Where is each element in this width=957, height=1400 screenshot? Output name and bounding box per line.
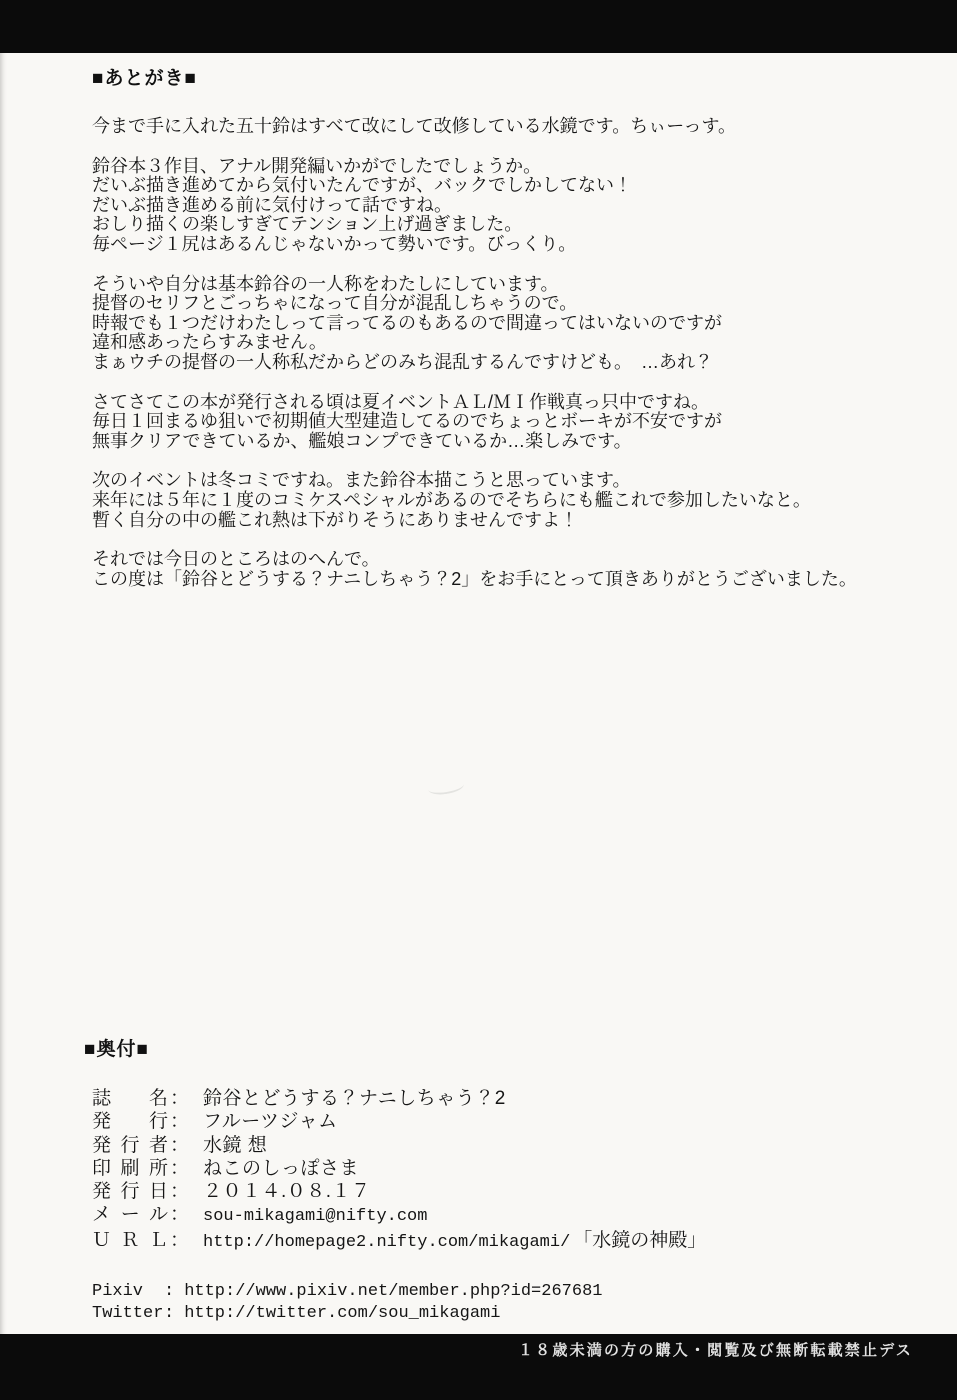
colophon-value: 水鏡 想: [203, 1134, 268, 1156]
afterword-paragraph: [92, 550, 932, 589]
afterword-paragraph: [92, 157, 932, 255]
afterword-paragraph: [92, 471, 932, 530]
colophon-separator: ：: [170, 1229, 190, 1251]
colophon-value: ２０１４.０８.１７: [203, 1181, 371, 1203]
colophon-url-value: http://homepage2.nifty.com/mikagami/: [203, 1232, 571, 1252]
colophon-label: ＵＲＬ: [92, 1229, 168, 1251]
colophon-label: 誌 名: [92, 1088, 168, 1109]
afterword-line: おしり描くの楽しすぎてテンション上げ過ぎました。: [92, 214, 523, 235]
colophon-separator: ：: [170, 1157, 190, 1179]
afterword-line: 鈴谷本３作目、アナル開発編いかがでしたでしょうか。: [92, 155, 542, 176]
afterword-paragraph: [92, 117, 932, 137]
afterword-line: だいぶ描き進める前に気付けって話ですね。: [92, 194, 452, 215]
colophon-value: ねこのしっぽさま: [203, 1157, 360, 1179]
colophon-label: 発行日: [92, 1181, 168, 1203]
colophon-site-name: 「水鏡の神殿」: [573, 1229, 707, 1251]
colophon-section: [84, 1034, 924, 1325]
colophon-label: 印刷所: [92, 1157, 168, 1179]
colophon-row-printer: [92, 1157, 924, 1180]
colophon-row-url: [92, 1229, 924, 1254]
afterword-paragraph: [92, 275, 932, 373]
colophon-separator: ：: [170, 1204, 190, 1226]
afterword-line: そういや自分は基本鈴谷の一人称をわたしにしています。: [92, 273, 559, 294]
afterword-line: この度は「鈴谷とどうする？ナニしちゃう？2」をお手にとって頂きありがとうございました。: [92, 568, 857, 589]
colophon-label: 発 行: [92, 1111, 168, 1133]
colophon-email-value: sou-mikagami@nifty.com: [203, 1207, 428, 1227]
pixiv-url-value: http://www.pixiv.net/member.php?id=267681: [184, 1282, 603, 1302]
colophon-separator: ：: [170, 1134, 190, 1156]
twitter-label: Twitter: [92, 1304, 164, 1324]
afterword-line: それでは今日のところはのへんで。: [92, 549, 380, 570]
colophon-heading: ■奥付■: [84, 1039, 149, 1060]
afterword-line: 毎ページ１尻はあるんじゃないかって勢いです。びっくり。: [92, 233, 577, 254]
afterword-line: 提督のセリフとごっちゃになって自分が混乱しちゃうので。: [92, 293, 578, 314]
colophon-value: フルーツジャム: [203, 1111, 338, 1133]
colophon-row-title: [92, 1087, 924, 1110]
age-restriction-notice: １８歳未満の方の購入・閲覧及び無断転載禁止デス: [517, 1342, 913, 1359]
colophon-row-email: [92, 1203, 924, 1228]
afterword-line: 暫く自分の中の艦これ熱は下がりそうにありませんですよ！: [92, 509, 578, 530]
afterword-line: まぁウチの提督の一人称私だからどのみち混乱するんですけども。 …あれ？: [92, 351, 713, 372]
colophon-row-twitter: [92, 1303, 924, 1325]
afterword-line: 違和感あったらすみません。: [92, 332, 327, 353]
afterword-line: だいぶ描き進めてから気付いたんですが、バックでしかしてない！: [92, 175, 632, 196]
colophon-row-publisher: [92, 1110, 924, 1133]
bottom-black-bar: [0, 1334, 957, 1400]
colophon-row-pixiv: [92, 1281, 924, 1303]
afterword-line: さてさてこの本が発行される頃は夏イベントＡＬ/ＭＩ作戦真っ只中ですね。: [92, 391, 709, 412]
colophon-row-author: [92, 1134, 924, 1157]
afterword-line: 毎日１回まるゆ狙いで初期値大型建造してるのでちょっとボーキが不安ですが: [92, 411, 722, 432]
afterword-line: 時報でも１つだけわたしって言ってるのもあるので間違ってはいないのですが: [92, 312, 722, 333]
afterword-heading: ■あとがき■: [92, 68, 197, 89]
twitter-url-value: http://twitter.com/sou_mikagami: [184, 1304, 501, 1324]
afterword-line: 次のイベントは冬コミですね。また鈴谷本描こうと思っています。: [92, 470, 631, 491]
afterword-line: 今まで手に入れた五十鈴はすべて改にして改修している水鏡です。ちぃーっす。: [92, 116, 737, 136]
colophon-separator: :: [164, 1304, 175, 1324]
colophon-rows: [92, 1087, 924, 1254]
colophon-label: 発行者: [92, 1134, 168, 1156]
afterword-section: [92, 63, 932, 589]
colophon-separator: ：: [170, 1088, 190, 1109]
colophon-row-date: [92, 1180, 924, 1203]
pixiv-label: Pixiv: [92, 1282, 144, 1302]
colophon-label: メール: [92, 1204, 168, 1226]
colophon-value: 鈴谷とどうする？ナニしちゃう？2: [203, 1088, 506, 1109]
colophon-separator: ：: [170, 1111, 190, 1133]
scan-smudge-artifact: [427, 777, 465, 796]
afterword-line: 来年には５年に１度のコミケスペシャルがあるのでそちらにも艦これで参加したいなと。: [92, 489, 811, 510]
colophon-separator: :: [164, 1282, 175, 1302]
afterword-line: 無事クリアできているか、艦娘コンプできているか…楽しみです。: [92, 430, 632, 451]
colophon-link-rows: [92, 1281, 924, 1325]
afterword-paragraph: [92, 393, 932, 452]
top-black-bar: [0, 0, 957, 53]
colophon-separator: ：: [170, 1181, 190, 1203]
